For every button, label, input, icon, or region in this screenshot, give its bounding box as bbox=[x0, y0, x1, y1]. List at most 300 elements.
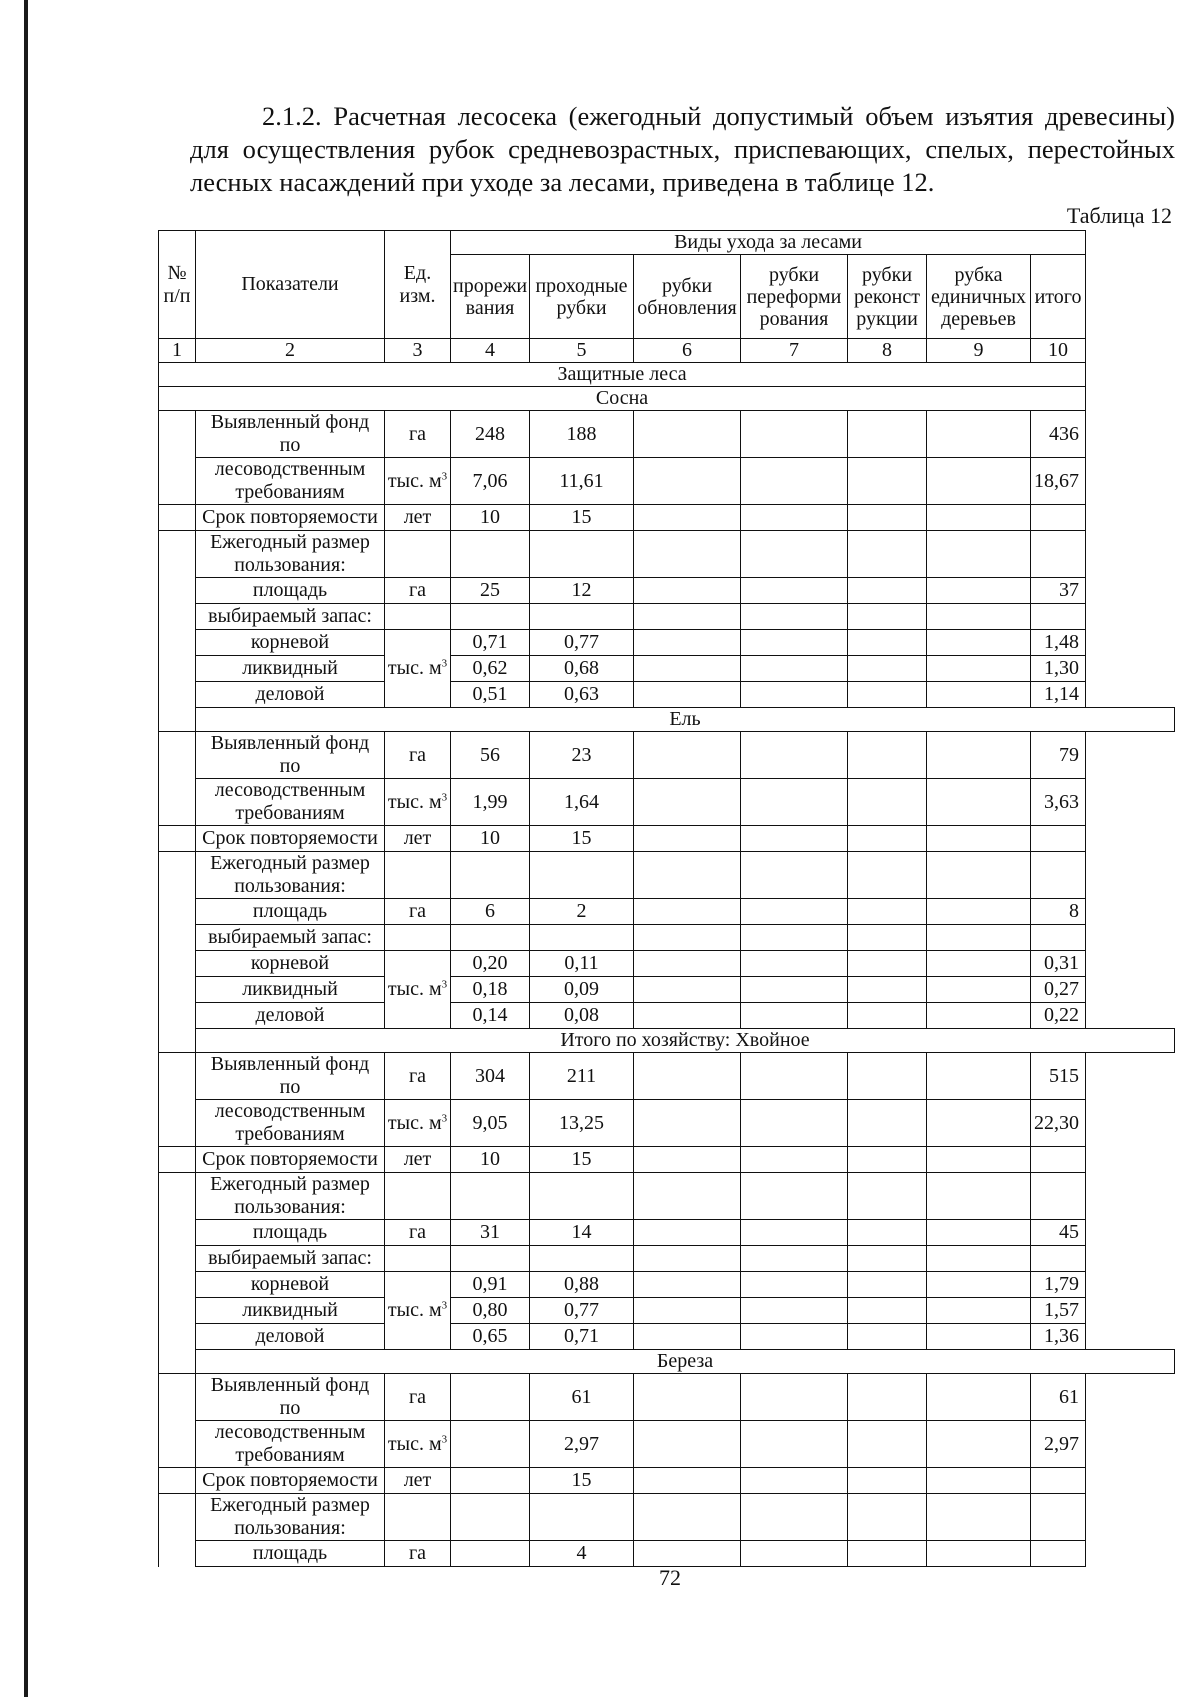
empty-cell bbox=[927, 1374, 1031, 1421]
label-period: Срок повторяемости bbox=[196, 1147, 385, 1173]
empty-cell bbox=[634, 505, 741, 531]
value-cell: 6 bbox=[451, 899, 530, 925]
unit-years: лет bbox=[385, 826, 451, 852]
table-row bbox=[159, 1246, 1175, 1272]
total-cell: 45 bbox=[1031, 1220, 1086, 1246]
empty-cell bbox=[848, 458, 927, 505]
unit-years: лет bbox=[385, 1468, 451, 1494]
empty-cell bbox=[385, 1494, 451, 1541]
unit-m3: тыс. $м^3$ bbox=[385, 630, 451, 708]
label-fund-cont: лесоводственным требованиям bbox=[196, 779, 385, 826]
empty-cell bbox=[927, 656, 1031, 682]
total-cell: 0,31 bbox=[1031, 951, 1086, 977]
total-cell: 0,27 bbox=[1031, 977, 1086, 1003]
empty-cell bbox=[451, 531, 530, 578]
empty-cell bbox=[451, 1494, 530, 1541]
empty-cell bbox=[634, 656, 741, 682]
empty-cell bbox=[848, 1272, 927, 1298]
empty-cell bbox=[848, 852, 927, 899]
empty-cell bbox=[927, 899, 1031, 925]
empty-cell bbox=[530, 925, 634, 951]
label-root: корневой bbox=[196, 630, 385, 656]
value-cell: 2,97 bbox=[530, 1421, 634, 1468]
table-row bbox=[159, 339, 1175, 363]
empty-cell bbox=[848, 1100, 927, 1147]
table-row bbox=[159, 630, 1175, 656]
table-row bbox=[159, 387, 1175, 411]
table-row bbox=[159, 1053, 1175, 1100]
col-number: 8 bbox=[848, 339, 927, 363]
total-cell: 79 bbox=[1031, 732, 1086, 779]
empty-cell bbox=[530, 1173, 634, 1220]
unit-ha: га bbox=[385, 411, 451, 458]
value-cell: 0,65 bbox=[451, 1324, 530, 1350]
empty-cell bbox=[530, 604, 634, 630]
empty-cell bbox=[927, 951, 1031, 977]
col-number: 4 bbox=[451, 339, 530, 363]
empty-cell bbox=[741, 531, 848, 578]
empty-cell bbox=[927, 977, 1031, 1003]
value-cell: 10 bbox=[451, 826, 530, 852]
col-number: 5 bbox=[530, 339, 634, 363]
empty-cell bbox=[741, 1468, 848, 1494]
empty-cell bbox=[1031, 1246, 1086, 1272]
table-row bbox=[159, 231, 1175, 255]
table-row bbox=[159, 531, 1175, 578]
value-cell: 1,64 bbox=[530, 779, 634, 826]
total-cell: 22,30 bbox=[1031, 1100, 1086, 1147]
empty-cell bbox=[634, 826, 741, 852]
unit-m3: тыс. $м^3$ bbox=[385, 458, 451, 505]
col-number: 9 bbox=[927, 339, 1031, 363]
value-cell: 9,05 bbox=[451, 1100, 530, 1147]
empty-cell bbox=[1031, 925, 1086, 951]
empty-cell bbox=[927, 925, 1031, 951]
total-cell: 515 bbox=[1031, 1053, 1086, 1100]
empty-cell bbox=[741, 578, 848, 604]
label-business: деловой bbox=[196, 682, 385, 708]
empty-cell bbox=[848, 732, 927, 779]
empty-cell bbox=[927, 1468, 1031, 1494]
label-area: площадь bbox=[196, 578, 385, 604]
empty-cell bbox=[634, 1220, 741, 1246]
col-number: 10 bbox=[1031, 339, 1086, 363]
empty-cell bbox=[741, 1173, 848, 1220]
empty-cell bbox=[1031, 852, 1086, 899]
value-cell: 0,88 bbox=[530, 1272, 634, 1298]
total-cell: 2,97 bbox=[1031, 1421, 1086, 1468]
value-cell: 0,11 bbox=[530, 951, 634, 977]
empty-cell bbox=[451, 852, 530, 899]
empty-cell bbox=[634, 977, 741, 1003]
table-row bbox=[159, 1494, 1175, 1541]
col-number: 7 bbox=[741, 339, 848, 363]
empty-cell bbox=[634, 1272, 741, 1298]
value-cell: 15 bbox=[530, 826, 634, 852]
value-cell: 56 bbox=[451, 732, 530, 779]
table-row bbox=[159, 708, 1175, 732]
label-annual: Ежегодный размер пользования: bbox=[196, 531, 385, 578]
label-annual: Ежегодный размер пользования: bbox=[196, 852, 385, 899]
empty-cell bbox=[741, 1421, 848, 1468]
label-business: деловой bbox=[196, 1003, 385, 1029]
row-no-cell bbox=[159, 505, 196, 531]
empty-cell bbox=[848, 1173, 927, 1220]
label-stock: выбираемый запас: bbox=[196, 925, 385, 951]
total-cell: 1,30 bbox=[1031, 656, 1086, 682]
table-row bbox=[159, 1147, 1175, 1173]
empty-cell bbox=[848, 1541, 927, 1567]
empty-cell bbox=[741, 1374, 848, 1421]
empty-cell bbox=[927, 1053, 1031, 1100]
total-cell: 37 bbox=[1031, 578, 1086, 604]
empty-cell bbox=[848, 826, 927, 852]
unit-ha: га bbox=[385, 1220, 451, 1246]
header-type-single-tree: рубка единичных деревьев bbox=[927, 255, 1031, 339]
empty-cell bbox=[927, 630, 1031, 656]
empty-cell bbox=[741, 1298, 848, 1324]
value-cell: 15 bbox=[530, 1147, 634, 1173]
empty-cell bbox=[848, 656, 927, 682]
label-annual: Ежегодный размер пользования: bbox=[196, 1494, 385, 1541]
value-cell: 0,09 bbox=[530, 977, 634, 1003]
empty-cell bbox=[634, 531, 741, 578]
value-cell: 0,77 bbox=[530, 630, 634, 656]
value-cell: 61 bbox=[530, 1374, 634, 1421]
empty-cell bbox=[634, 1003, 741, 1029]
label-fund-cont: лесоводственным требованиям bbox=[196, 458, 385, 505]
empty-cell bbox=[634, 1173, 741, 1220]
table-row bbox=[159, 826, 1175, 852]
label-stock: выбираемый запас: bbox=[196, 1246, 385, 1272]
total-cell: 0,22 bbox=[1031, 1003, 1086, 1029]
empty-cell bbox=[634, 1298, 741, 1324]
empty-cell bbox=[741, 458, 848, 505]
empty-cell bbox=[741, 1246, 848, 1272]
empty-cell bbox=[848, 578, 927, 604]
empty-cell bbox=[634, 1421, 741, 1468]
unit-m3: тыс. $м^3$ bbox=[385, 951, 451, 1029]
empty-cell bbox=[927, 411, 1031, 458]
row-no-cell bbox=[159, 1494, 196, 1567]
empty-cell bbox=[634, 411, 741, 458]
value-cell: 188 bbox=[530, 411, 634, 458]
value-cell: 15 bbox=[530, 1468, 634, 1494]
empty-cell bbox=[741, 1272, 848, 1298]
empty-cell bbox=[634, 682, 741, 708]
empty-cell bbox=[741, 656, 848, 682]
value-cell: 0,63 bbox=[530, 682, 634, 708]
empty-cell bbox=[927, 578, 1031, 604]
value-cell: 15 bbox=[530, 505, 634, 531]
row-no-cell bbox=[159, 852, 196, 1053]
empty-cell bbox=[741, 682, 848, 708]
value-cell: 23 bbox=[530, 732, 634, 779]
value-cell: 0,68 bbox=[530, 656, 634, 682]
value-cell: 0,91 bbox=[451, 1272, 530, 1298]
empty-cell bbox=[848, 1374, 927, 1421]
empty-cell bbox=[741, 1541, 848, 1567]
table-row bbox=[159, 779, 1175, 826]
empty-cell bbox=[927, 505, 1031, 531]
table-row bbox=[159, 899, 1175, 925]
table-row bbox=[159, 1100, 1175, 1147]
empty-cell bbox=[927, 1173, 1031, 1220]
header-type-thinning: прорежи вания bbox=[451, 255, 530, 339]
unit-ha: га bbox=[385, 899, 451, 925]
empty-cell bbox=[741, 1003, 848, 1029]
table-row bbox=[159, 656, 1175, 682]
empty-cell bbox=[848, 1246, 927, 1272]
empty-cell bbox=[634, 779, 741, 826]
col-number: 3 bbox=[385, 339, 451, 363]
empty-cell bbox=[927, 826, 1031, 852]
label-area: площадь bbox=[196, 1541, 385, 1567]
empty-cell bbox=[848, 531, 927, 578]
empty-cell bbox=[848, 925, 927, 951]
label-root: корневой bbox=[196, 1272, 385, 1298]
empty-cell bbox=[927, 458, 1031, 505]
value-cell: 4 bbox=[530, 1541, 634, 1567]
table-row bbox=[159, 1374, 1175, 1421]
empty-cell bbox=[530, 1246, 634, 1272]
empty-cell bbox=[1031, 1468, 1086, 1494]
value-cell: 31 bbox=[451, 1220, 530, 1246]
unit-m3: тыс. $м^3$ bbox=[385, 779, 451, 826]
empty-cell bbox=[927, 1272, 1031, 1298]
empty-cell bbox=[634, 1494, 741, 1541]
empty-cell bbox=[927, 1003, 1031, 1029]
empty-cell bbox=[634, 1541, 741, 1567]
empty-cell bbox=[927, 1421, 1031, 1468]
species-title: Береза bbox=[196, 1350, 1175, 1374]
label-period: Срок повторяемости bbox=[196, 1468, 385, 1494]
empty-cell bbox=[530, 531, 634, 578]
unit-ha: га bbox=[385, 1541, 451, 1567]
value-cell bbox=[451, 1541, 530, 1567]
empty-cell bbox=[1031, 531, 1086, 578]
table-row bbox=[159, 1298, 1175, 1324]
empty-cell bbox=[848, 899, 927, 925]
row-no-cell bbox=[159, 732, 196, 826]
value-cell: 0,18 bbox=[451, 977, 530, 1003]
empty-cell bbox=[741, 977, 848, 1003]
unit-years: лет bbox=[385, 1147, 451, 1173]
label-area: площадь bbox=[196, 1220, 385, 1246]
table-row bbox=[159, 1421, 1175, 1468]
empty-cell bbox=[927, 1246, 1031, 1272]
empty-cell bbox=[1031, 826, 1086, 852]
total-cell: 61 bbox=[1031, 1374, 1086, 1421]
empty-cell bbox=[927, 1220, 1031, 1246]
row-no-cell bbox=[159, 1053, 196, 1147]
table-row bbox=[159, 458, 1175, 505]
header-col-unit: Ед. изм. bbox=[385, 231, 451, 339]
value-cell: 0,62 bbox=[451, 656, 530, 682]
label-area: площадь bbox=[196, 899, 385, 925]
empty-cell bbox=[848, 1468, 927, 1494]
total-cell: 1,57 bbox=[1031, 1298, 1086, 1324]
value-cell: 0,71 bbox=[530, 1324, 634, 1350]
unit-ha: га bbox=[385, 578, 451, 604]
empty-cell bbox=[927, 1494, 1031, 1541]
empty-cell bbox=[927, 852, 1031, 899]
empty-cell bbox=[385, 1246, 451, 1272]
value-cell bbox=[451, 1374, 530, 1421]
empty-cell bbox=[634, 899, 741, 925]
row-no-cell bbox=[159, 826, 196, 852]
label-period: Срок повторяемости bbox=[196, 505, 385, 531]
header-type-reforming: рубки переформи рования bbox=[741, 255, 848, 339]
species-title: Сосна bbox=[159, 387, 1086, 411]
total-cell: 3,63 bbox=[1031, 779, 1086, 826]
table-row bbox=[159, 925, 1175, 951]
total-cell: 1,14 bbox=[1031, 682, 1086, 708]
table-row bbox=[159, 578, 1175, 604]
row-no-cell bbox=[159, 1374, 196, 1468]
row-no-cell bbox=[159, 1173, 196, 1374]
empty-cell bbox=[741, 604, 848, 630]
empty-cell bbox=[848, 1147, 927, 1173]
table-row bbox=[159, 363, 1175, 387]
unit-years: лет bbox=[385, 505, 451, 531]
empty-cell bbox=[848, 682, 927, 708]
empty-cell bbox=[1031, 1494, 1086, 1541]
table-row bbox=[159, 1324, 1175, 1350]
empty-cell bbox=[530, 852, 634, 899]
empty-cell bbox=[741, 732, 848, 779]
value-cell: 0,71 bbox=[451, 630, 530, 656]
empty-cell bbox=[927, 732, 1031, 779]
empty-cell bbox=[848, 1494, 927, 1541]
empty-cell bbox=[634, 578, 741, 604]
species-title: Ель bbox=[196, 708, 1175, 732]
empty-cell bbox=[741, 1220, 848, 1246]
empty-cell bbox=[848, 1003, 927, 1029]
empty-cell bbox=[634, 852, 741, 899]
page-number: 72 bbox=[659, 1565, 681, 1590]
header-col-indicators: Показатели bbox=[196, 231, 385, 339]
label-stock: выбираемый запас: bbox=[196, 604, 385, 630]
value-cell: 0,08 bbox=[530, 1003, 634, 1029]
header-type-reconstruction: рубки реконст рукции bbox=[848, 255, 927, 339]
label-fund: Выявленный фонд по bbox=[196, 411, 385, 458]
value-cell: 0,14 bbox=[451, 1003, 530, 1029]
table-row bbox=[159, 977, 1175, 1003]
table-12 bbox=[158, 230, 1175, 1567]
table-caption: Таблица 12 bbox=[1066, 203, 1172, 228]
row-no-cell bbox=[159, 1468, 196, 1494]
empty-cell bbox=[1031, 604, 1086, 630]
row-no-cell bbox=[159, 1147, 196, 1173]
empty-cell bbox=[741, 951, 848, 977]
table-row bbox=[159, 1003, 1175, 1029]
intro-paragraph bbox=[190, 100, 1175, 199]
page-left-edge-rule bbox=[24, 0, 28, 1697]
empty-cell bbox=[741, 505, 848, 531]
empty-cell bbox=[848, 977, 927, 1003]
table-row bbox=[159, 1173, 1175, 1220]
empty-cell bbox=[451, 925, 530, 951]
col-number: 1 bbox=[159, 339, 196, 363]
value-cell: 7,06 bbox=[451, 458, 530, 505]
empty-cell bbox=[634, 604, 741, 630]
value-cell: 10 bbox=[451, 505, 530, 531]
row-no-cell bbox=[159, 531, 196, 732]
table-row bbox=[159, 411, 1175, 458]
label-period: Срок повторяемости bbox=[196, 826, 385, 852]
header-type-passing: проходные рубки bbox=[530, 255, 634, 339]
table-row bbox=[159, 1029, 1175, 1053]
value-cell: 11,61 bbox=[530, 458, 634, 505]
col-number: 2 bbox=[196, 339, 385, 363]
empty-cell bbox=[741, 1100, 848, 1147]
total-cell: 8 bbox=[1031, 899, 1086, 925]
table-row bbox=[159, 1541, 1175, 1567]
empty-cell bbox=[848, 1298, 927, 1324]
empty-cell bbox=[385, 852, 451, 899]
unit-m3: тыс. $м^3$ bbox=[385, 1100, 451, 1147]
empty-cell bbox=[1031, 1147, 1086, 1173]
unit-m3: тыс. $м^3$ bbox=[385, 1272, 451, 1350]
table-row bbox=[159, 604, 1175, 630]
unit-ha: га bbox=[385, 1053, 451, 1100]
empty-cell bbox=[848, 411, 927, 458]
label-fund: Выявленный фонд по bbox=[196, 1374, 385, 1421]
empty-cell bbox=[927, 682, 1031, 708]
empty-cell bbox=[451, 604, 530, 630]
empty-cell bbox=[634, 1324, 741, 1350]
value-cell: 14 bbox=[530, 1220, 634, 1246]
empty-cell bbox=[634, 630, 741, 656]
empty-cell bbox=[848, 505, 927, 531]
empty-cell bbox=[741, 925, 848, 951]
col-number: 6 bbox=[634, 339, 741, 363]
value-cell: 0,80 bbox=[451, 1298, 530, 1324]
intro-text: 2.1.2. Расчетная лесосека (ежегодный допустимый объем изъятия древесины) для осуществления рубок средневозрастных, приспевающих, спелых, перестойных лесных насаждений при уходе за лесами, приведена в таблице 12. bbox=[190, 101, 1175, 197]
total-cell: 1,48 bbox=[1031, 630, 1086, 656]
value-cell bbox=[451, 1421, 530, 1468]
value-cell: 211 bbox=[530, 1053, 634, 1100]
empty-cell bbox=[848, 1421, 927, 1468]
empty-cell bbox=[741, 1147, 848, 1173]
empty-cell bbox=[848, 1053, 927, 1100]
label-root: корневой bbox=[196, 951, 385, 977]
value-cell: 10 bbox=[451, 1147, 530, 1173]
value-cell: 248 bbox=[451, 411, 530, 458]
empty-cell bbox=[741, 411, 848, 458]
label-fund: Выявленный фонд по bbox=[196, 1053, 385, 1100]
empty-cell bbox=[634, 951, 741, 977]
empty-cell bbox=[927, 604, 1031, 630]
table-row bbox=[159, 1468, 1175, 1494]
empty-cell bbox=[634, 732, 741, 779]
table-row bbox=[159, 951, 1175, 977]
empty-cell bbox=[927, 1147, 1031, 1173]
value-cell: 25 bbox=[451, 578, 530, 604]
label-annual: Ежегодный размер пользования: bbox=[196, 1173, 385, 1220]
empty-cell bbox=[1031, 1173, 1086, 1220]
table-row bbox=[159, 1272, 1175, 1298]
unit-ha: га bbox=[385, 732, 451, 779]
empty-cell bbox=[848, 779, 927, 826]
header-group-title: Виды ухода за лесами bbox=[451, 231, 1086, 255]
empty-cell bbox=[385, 531, 451, 578]
total-cell bbox=[1031, 1541, 1086, 1567]
empty-cell bbox=[451, 1173, 530, 1220]
value-cell: 0,51 bbox=[451, 682, 530, 708]
unit-m3: тыс. $м^3$ bbox=[385, 1421, 451, 1468]
